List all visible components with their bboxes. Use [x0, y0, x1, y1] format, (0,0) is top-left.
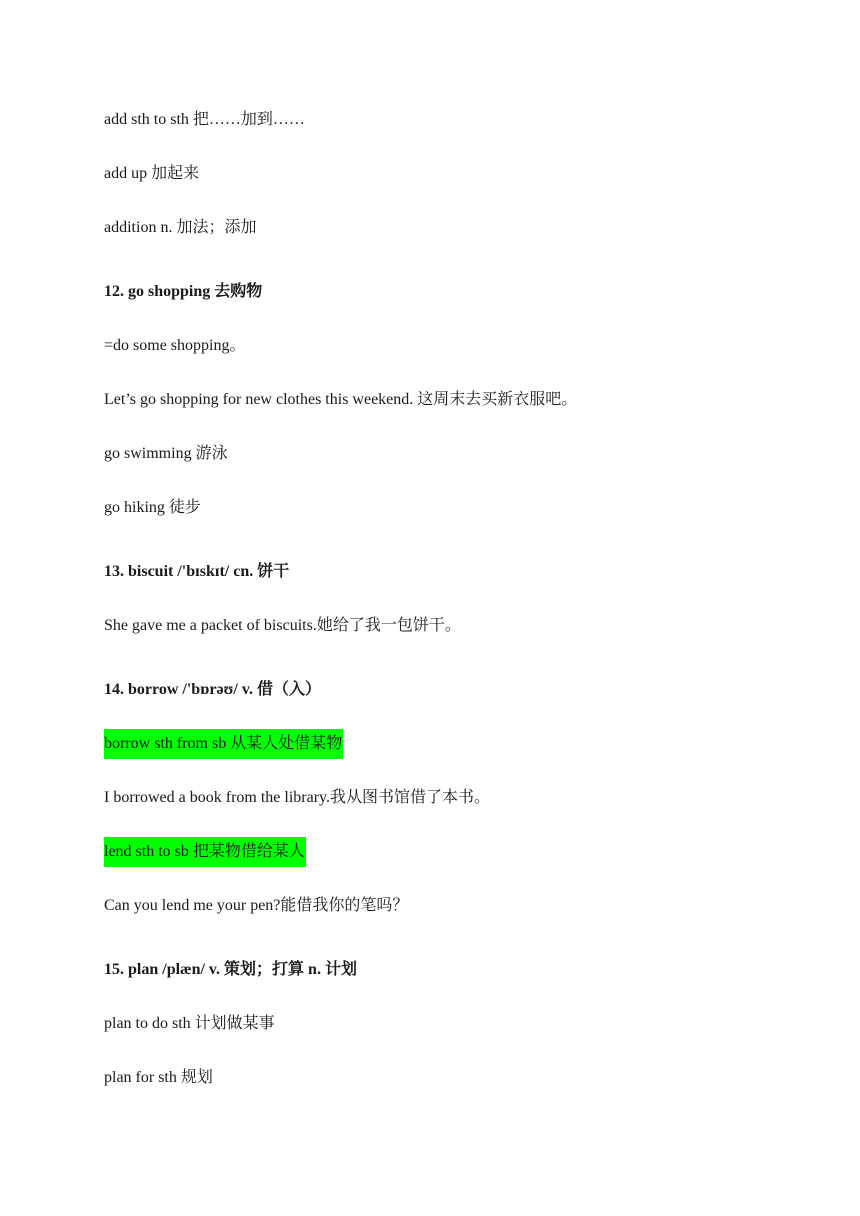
line-add-up [104, 160, 199, 188]
line-text: Can you lend me your pen?能借我你的笔吗？ [104, 897, 409, 914]
line-text: =do some shopping。 [104, 337, 246, 354]
line-text: go hiking 徒步 [104, 499, 201, 516]
line-text: Let’s go shopping for new clothes this weekend. 这周末去买新衣服吧。 [104, 391, 578, 408]
line-text: addition n. 加法；添加 [104, 219, 257, 236]
line-plan-for [104, 1064, 213, 1092]
line-example-biscuits [104, 612, 461, 640]
line-text: I borrowed a book from the library.我从图书馆借了本书。 [104, 789, 491, 806]
line-text: plan to do sth 计划做某事 [104, 1015, 275, 1032]
line-add-sth-to-sth [104, 106, 305, 134]
heading-text: 13. biscuit /'bɪskɪt/ cn. 饼干 [104, 563, 290, 580]
line-text: add up 加起来 [104, 165, 200, 182]
line-example-lend [104, 892, 408, 920]
line-text: plan for sth 规划 [104, 1069, 213, 1086]
line-example-borrowed [104, 784, 490, 812]
heading-go-shopping [104, 278, 262, 306]
line-plan-to-do [104, 1010, 275, 1038]
heading-plan [104, 956, 357, 984]
line-text: go swimming 游泳 [104, 445, 228, 462]
heading-biscuit [104, 558, 289, 586]
highlighted-text: lend sth to sb 把某物借给某人 [104, 837, 306, 867]
line-example-shopping [104, 386, 577, 414]
heading-text: 12. go shopping 去购物 [104, 283, 263, 300]
heading-text: 14. borrow /'bɒrəʊ/ v. 借（入） [104, 681, 321, 698]
line-borrow-from [104, 729, 343, 757]
line-go-hiking [104, 494, 201, 522]
line-do-some-shopping [104, 332, 245, 360]
line-text: add sth to sth 把……加到…… [104, 111, 305, 128]
line-go-swimming [104, 440, 228, 468]
heading-borrow [104, 676, 321, 704]
highlighted-text: borrow sth from sb 从某人处借某物 [104, 729, 343, 759]
line-lend-to [104, 837, 306, 865]
line-addition [104, 214, 256, 242]
line-text: She gave me a packet of biscuits.她给了我一包饼干。 [104, 617, 461, 634]
heading-text: 15. plan /plæn/ v. 策划；打算 n. 计划 [104, 961, 357, 978]
